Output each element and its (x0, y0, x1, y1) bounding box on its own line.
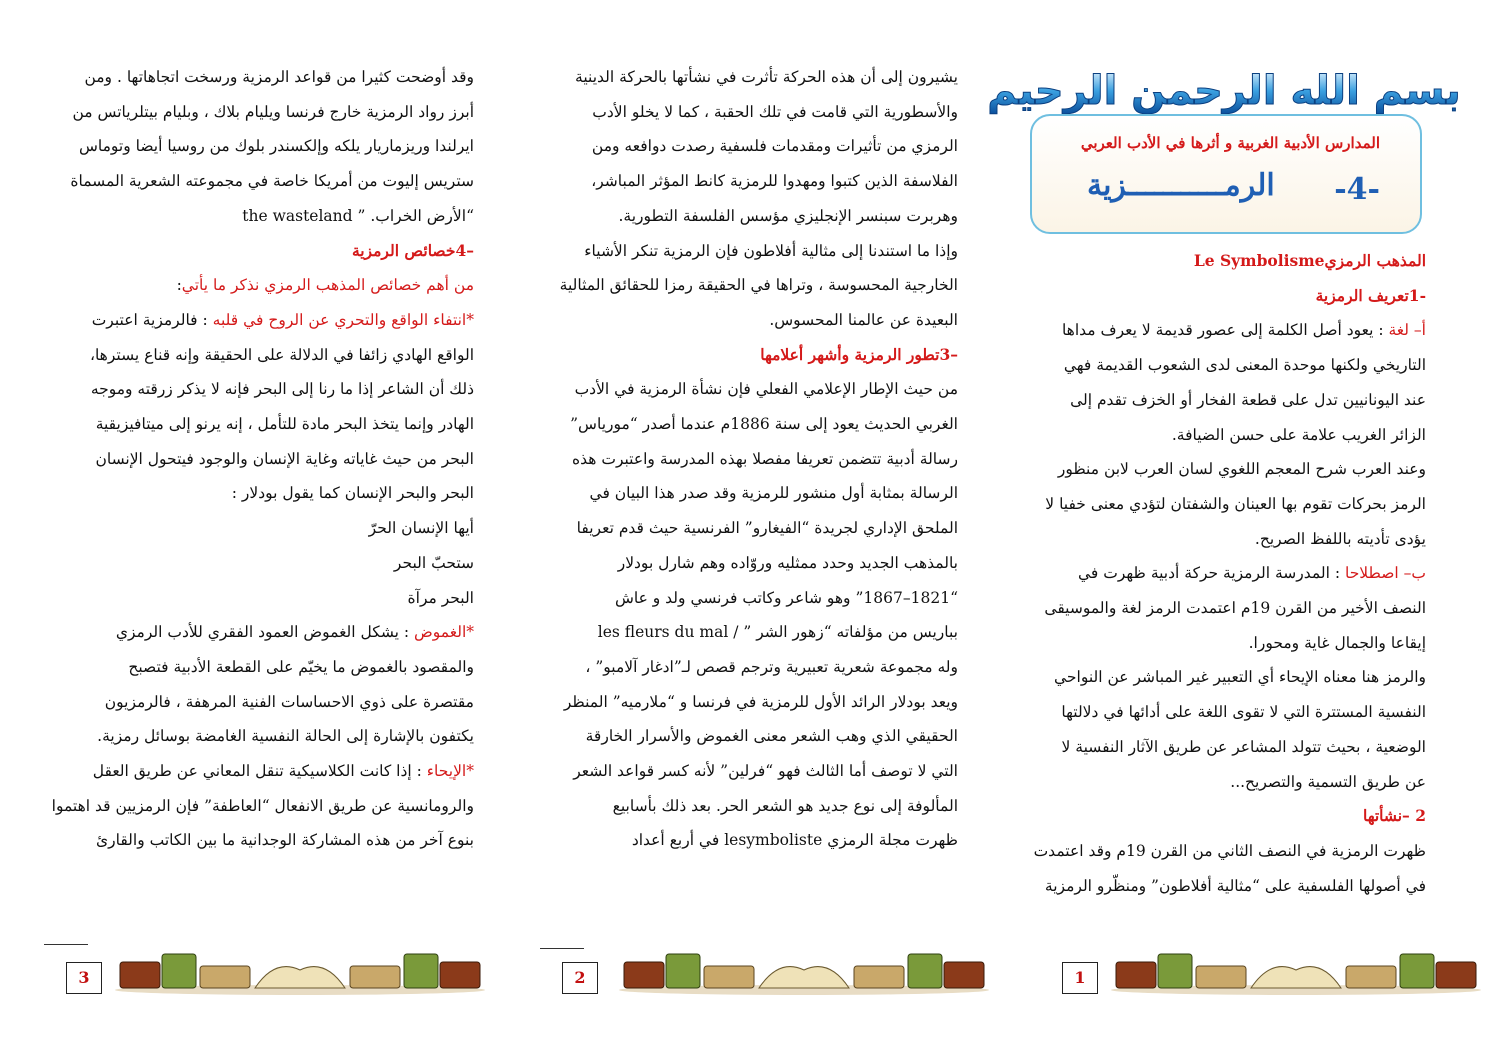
line-text: “1821–1867” وهو شاعر وكاتب فرنسي ولد و عاش (614, 588, 958, 607)
characteristics-intro (48, 268, 474, 303)
line-text: ايرلندا وريزماريار يلكه وإلكسندر بلوك من روسيا أيضا وتوماس (78, 137, 474, 156)
text-line (544, 476, 958, 511)
text-line (544, 685, 958, 720)
text-line (48, 650, 474, 685)
line-text: ذلك أن الشاعر إذا ما رنا إلى البحر فإنه لا يذكر زرقته وموجه (90, 380, 474, 399)
text-line (48, 823, 474, 858)
line-text: والرومانسية عن طريق الانفعال “العاطفة” فإن الرمزيين قد اهتموا (51, 796, 474, 815)
text-line (48, 581, 474, 616)
text-line (544, 164, 958, 199)
box-number: -4- (1334, 172, 1380, 207)
books-icon (1106, 940, 1486, 1000)
text-line (1018, 660, 1426, 695)
line-text: ستحبّ البحر (393, 553, 474, 572)
text-line (48, 164, 474, 199)
line-text: “الأرض الخراب. ” the wasteland (242, 206, 474, 225)
page-number-2: 2 (562, 962, 598, 994)
line-text: وهربرت سبنسر الإنجليزي مؤسس الفلسفة التطورية. (618, 206, 958, 225)
line-text: عن طريق التسمية والتصريح... (1230, 772, 1426, 791)
text-line (544, 719, 958, 754)
line-text: البحر مرآة (407, 588, 474, 607)
line-text: وقد أوضحت كثيرا من قواعد الرمزية ورسخت اتجاهاتها . ومن (84, 68, 474, 86)
line-text: ستريس إليوت من أمريكا خاصة في مجموعته الشعرية المسماة (70, 172, 474, 191)
text-line (48, 129, 474, 164)
text-line (1018, 383, 1426, 418)
text-line (48, 615, 474, 650)
text-line (544, 303, 958, 338)
line-text: يؤدى تأديته باللفظ الصريح. (1254, 529, 1426, 548)
text-line (544, 129, 958, 164)
page-2-text (544, 60, 958, 858)
line-text: يشيرون إلى أن هذه الحركة تأثرت في نشأتها بالحركة الدينية (575, 68, 958, 86)
text-line (1018, 418, 1426, 453)
text-line (48, 338, 474, 373)
text-line (48, 789, 474, 824)
text-line (1018, 869, 1426, 904)
line-text: يكتفون بالإشارة إلى الحالة النفسية الغامضة بوسائل رمزية. (97, 727, 474, 746)
line-text: التاريخي ولكنها موحدة المعنى لدى الشعوب القديمة فهي (1063, 356, 1426, 375)
line-text: بباريس من مؤلفاته “زهور الشر ” / les fleurs du mal (597, 623, 958, 642)
line-text: في أصولها الفلسفية على “مثالية أفلاطون” ومنظّرو الرمزية (1044, 876, 1426, 895)
line-text: مقتصرة على ذوي الاحساسات الفنية المرهفة ، فالرمزيون (104, 692, 474, 711)
text-line (1018, 834, 1426, 869)
line-text: : يعود أصل الكلمة إلى عصور قديمة لا يعرف مداها (1061, 321, 1389, 340)
line-text: وله مجموعة شعرية تعبيرية وترجم قصص لـ”ادغار آلامبو” ، (585, 657, 958, 676)
text-line (544, 372, 958, 407)
line-text: والأسطورية التي قامت في تلك الحقبة ، كما لا يخلو الأدب (592, 102, 958, 121)
box-title: الرمـــــــــــزية (1087, 168, 1275, 203)
text-line (1018, 452, 1426, 487)
books-icon (614, 940, 994, 1000)
line-text: البحر من حيث غاياته وغاية الإنسان والوجود فيتحول الإنسان (95, 449, 474, 468)
heading-origin: 2 –نشأتها (1363, 806, 1426, 826)
line-text: البعيدة عن عالمنا المحسوس. (769, 310, 958, 329)
basmala-text: بسم الله الرحمن الرحيم (987, 68, 1461, 114)
text-line (48, 685, 474, 720)
line-label: أ– لغة (1388, 321, 1426, 340)
text-line (1018, 591, 1426, 626)
line-text: عند اليونانيين تدل على قطعة الفخار أو الخزف تقدم إلى (1070, 390, 1426, 409)
text-line (544, 789, 958, 824)
text-line (1018, 522, 1426, 557)
text-line (544, 407, 958, 442)
line-text: ظهرت الرمزية في النصف الثاني من القرن 19م وقد اعتمدت (1033, 841, 1426, 860)
line-text: النفسية المستترة التي لا تقوى اللغة على أدائها في دلالتها (1061, 703, 1426, 722)
footer-rule-3 (44, 944, 88, 945)
heading-symbolism: المذهب الرمزيLe Symbolisme (1193, 251, 1426, 270)
text-line (544, 234, 958, 269)
line-text: وإذا ما استندنا إلى مثالية أفلاطون فإن الرمزية تنكر الأشياء (584, 241, 958, 260)
line-text: ويعد بودلار الرائد الأول للرمزية في فرنسا و “ملارميه” المنظر (563, 692, 958, 711)
books-icon (110, 940, 490, 1000)
line-text: إيقاعا والجمال غاية ومحورا. (1248, 633, 1426, 652)
text-line (48, 546, 474, 581)
text-line (544, 511, 958, 546)
heading-evolution: –3تطور الرمزية وأشهر أعلامها (760, 344, 958, 364)
line-text: الرسالة بمثابة أول منشور للرمزية وقد صدر هذا البيان في (589, 484, 958, 503)
text-line (1018, 313, 1426, 348)
text-line (48, 511, 474, 546)
text-line (544, 199, 958, 234)
line-text: الملحق الإداري لجريدة “الفيغارو” الفرنسية حيث قدم تعريفا (576, 519, 958, 538)
line-text: الرمز بحركات تقوم بها العينان والشفتان لتؤدي معنى خفيا لا (1045, 494, 1426, 513)
text-line (544, 60, 958, 95)
text-line (544, 546, 958, 581)
box-subtitle: المدارس الأدبية الغربية و أثرها في الأدب العربي (1080, 134, 1380, 152)
footer-rule-2 (540, 948, 584, 949)
line-label: *الغموض (414, 623, 474, 642)
text-line (1018, 730, 1426, 765)
text-line (544, 268, 958, 303)
line-text: والمقصود بالغموض ما يخيّم على القطعة الأدبية فتصبح (128, 657, 474, 676)
line-text: الحقيقي الذي وهب الشعر معنى الغموض والأسرار الخارقة (585, 727, 958, 746)
line-text: : يشكل الغموض العمود الفقري للأدب الرمزي (115, 623, 415, 642)
text-line (48, 95, 474, 130)
text-line (1018, 348, 1426, 383)
line-text: ظهرت مجلة الرمزي lesymboliste في أربع أعداد (631, 831, 958, 850)
line-text: : فالرمزية اعتبرت (91, 310, 213, 329)
line-text: الوضعية ، بحيث تتولد المشاعر عن طريق الآثار النفسية لا (1061, 737, 1426, 756)
line-text: بالمذهب الجديد وحدد ممثليه وروّاده وهم شارل بودلار (617, 553, 958, 572)
text-line (544, 442, 958, 477)
title-box (1030, 114, 1422, 234)
text-line (48, 442, 474, 477)
line-label: ب– اصطلاحا (1344, 564, 1426, 583)
intro-colon: : (176, 276, 182, 295)
line-text: التي لا توصف أما الثالث فهو “فرلين” لأنه كسر قواعد الشعر (573, 762, 958, 781)
line-text: أيها الإنسان الحرّ (368, 519, 474, 538)
text-line (1018, 556, 1426, 591)
text-line (48, 199, 474, 234)
line-text: من حيث الإطار الإعلامي الفعلي فإن نشأة الرمزية في الأدب (574, 380, 958, 399)
line-text: والرمز هنا معناه الإيحاء أي التعبير غير المباشر عن النواحي (1054, 668, 1426, 687)
line-label: *الإيحاء (426, 762, 474, 781)
text-line (1018, 487, 1426, 522)
line-text: الغربي الحديث يعود إلى سنة 1886م عندما أصدر “مورياس” (570, 415, 958, 434)
page-number-1: 1 (1062, 962, 1098, 994)
text-line (544, 823, 958, 858)
line-text: : المدرسة الرمزية حركة أدبية ظهرت في (1078, 564, 1345, 583)
text-line (48, 303, 474, 338)
line-text: الزائر الغريب علامة على حسن الضيافة. (1171, 425, 1426, 444)
line-text: بنوع آخر من هذه المشاركة الوجدانية ما بين الكاتب والقارئ (96, 831, 474, 850)
line-text: الرمزي من تأثيرات ومقدمات فلسفية رصدت دوافعه ومن (591, 137, 958, 156)
heading-definition: -1تعريف الرمزية (1315, 285, 1426, 305)
line-text: وعند العرب شرح المعجم اللغوي لسان العرب لابن منظور (1057, 460, 1426, 479)
page-3-text (48, 60, 474, 858)
line-text: : إذا كانت الكلاسيكية تنقل المعاني عن طريق العقل (92, 762, 427, 781)
text-line (48, 476, 474, 511)
line-text: رسالة أدبية تتضمن تعريفا مفصلا بهذه المدرسة واعتبرت هذه (572, 449, 958, 468)
heading-characteristics: –4خصائص الرمزية (351, 240, 474, 260)
text-line (1018, 695, 1426, 730)
line-text: الهادر وإنما يتخذ البحر مادة للتأمل ، إنه يرنو إلى ميتافيزيقية (95, 415, 474, 434)
text-line (48, 754, 474, 789)
line-text: الخارجية المحسوسة ، وتراها في الحقيقة رمزا للحقائق المثالية (559, 276, 958, 295)
page-number-3: 3 (66, 962, 102, 994)
text-line (1018, 765, 1426, 800)
intro-text: من أهم خصائص المذهب الرمزي نذكر ما يأتي (181, 276, 474, 295)
text-line (48, 60, 474, 95)
text-line (544, 754, 958, 789)
line-text: أبرز رواد الرمزية خارج فرنسا ويليام بلاك ، وبليام بيتلرياتس من (72, 102, 474, 121)
line-label: *انتفاء الواقع والتحري عن الروح في قلبه (212, 310, 474, 329)
text-line (48, 719, 474, 754)
text-line (544, 650, 958, 685)
text-line (1018, 626, 1426, 661)
line-text: الفلاسفة الذين كتبوا ومهدوا للرمزية كانط المؤثر المباشر، (591, 172, 958, 191)
line-text: البحر والبحر الإنسان كما يقول بودلار : (231, 484, 474, 503)
text-line (544, 95, 958, 130)
line-text: الواقع الهادي زائفا في الدلالة على الحقيقة وإنه قناع يسترها، (89, 345, 474, 364)
basmala-calligraphy (987, 60, 1461, 120)
text-line (544, 581, 958, 616)
text-line (48, 372, 474, 407)
text-line (48, 407, 474, 442)
line-text: النصف الأخير من القرن 19م اعتمدت الرمز لغة والموسيقى (1044, 599, 1426, 618)
page-1-text (1018, 244, 1426, 903)
text-line (544, 615, 958, 650)
line-text: المألوفة إلى نوع جديد هو الشعر الحر. بعد ذلك بأسابيع (612, 796, 958, 815)
